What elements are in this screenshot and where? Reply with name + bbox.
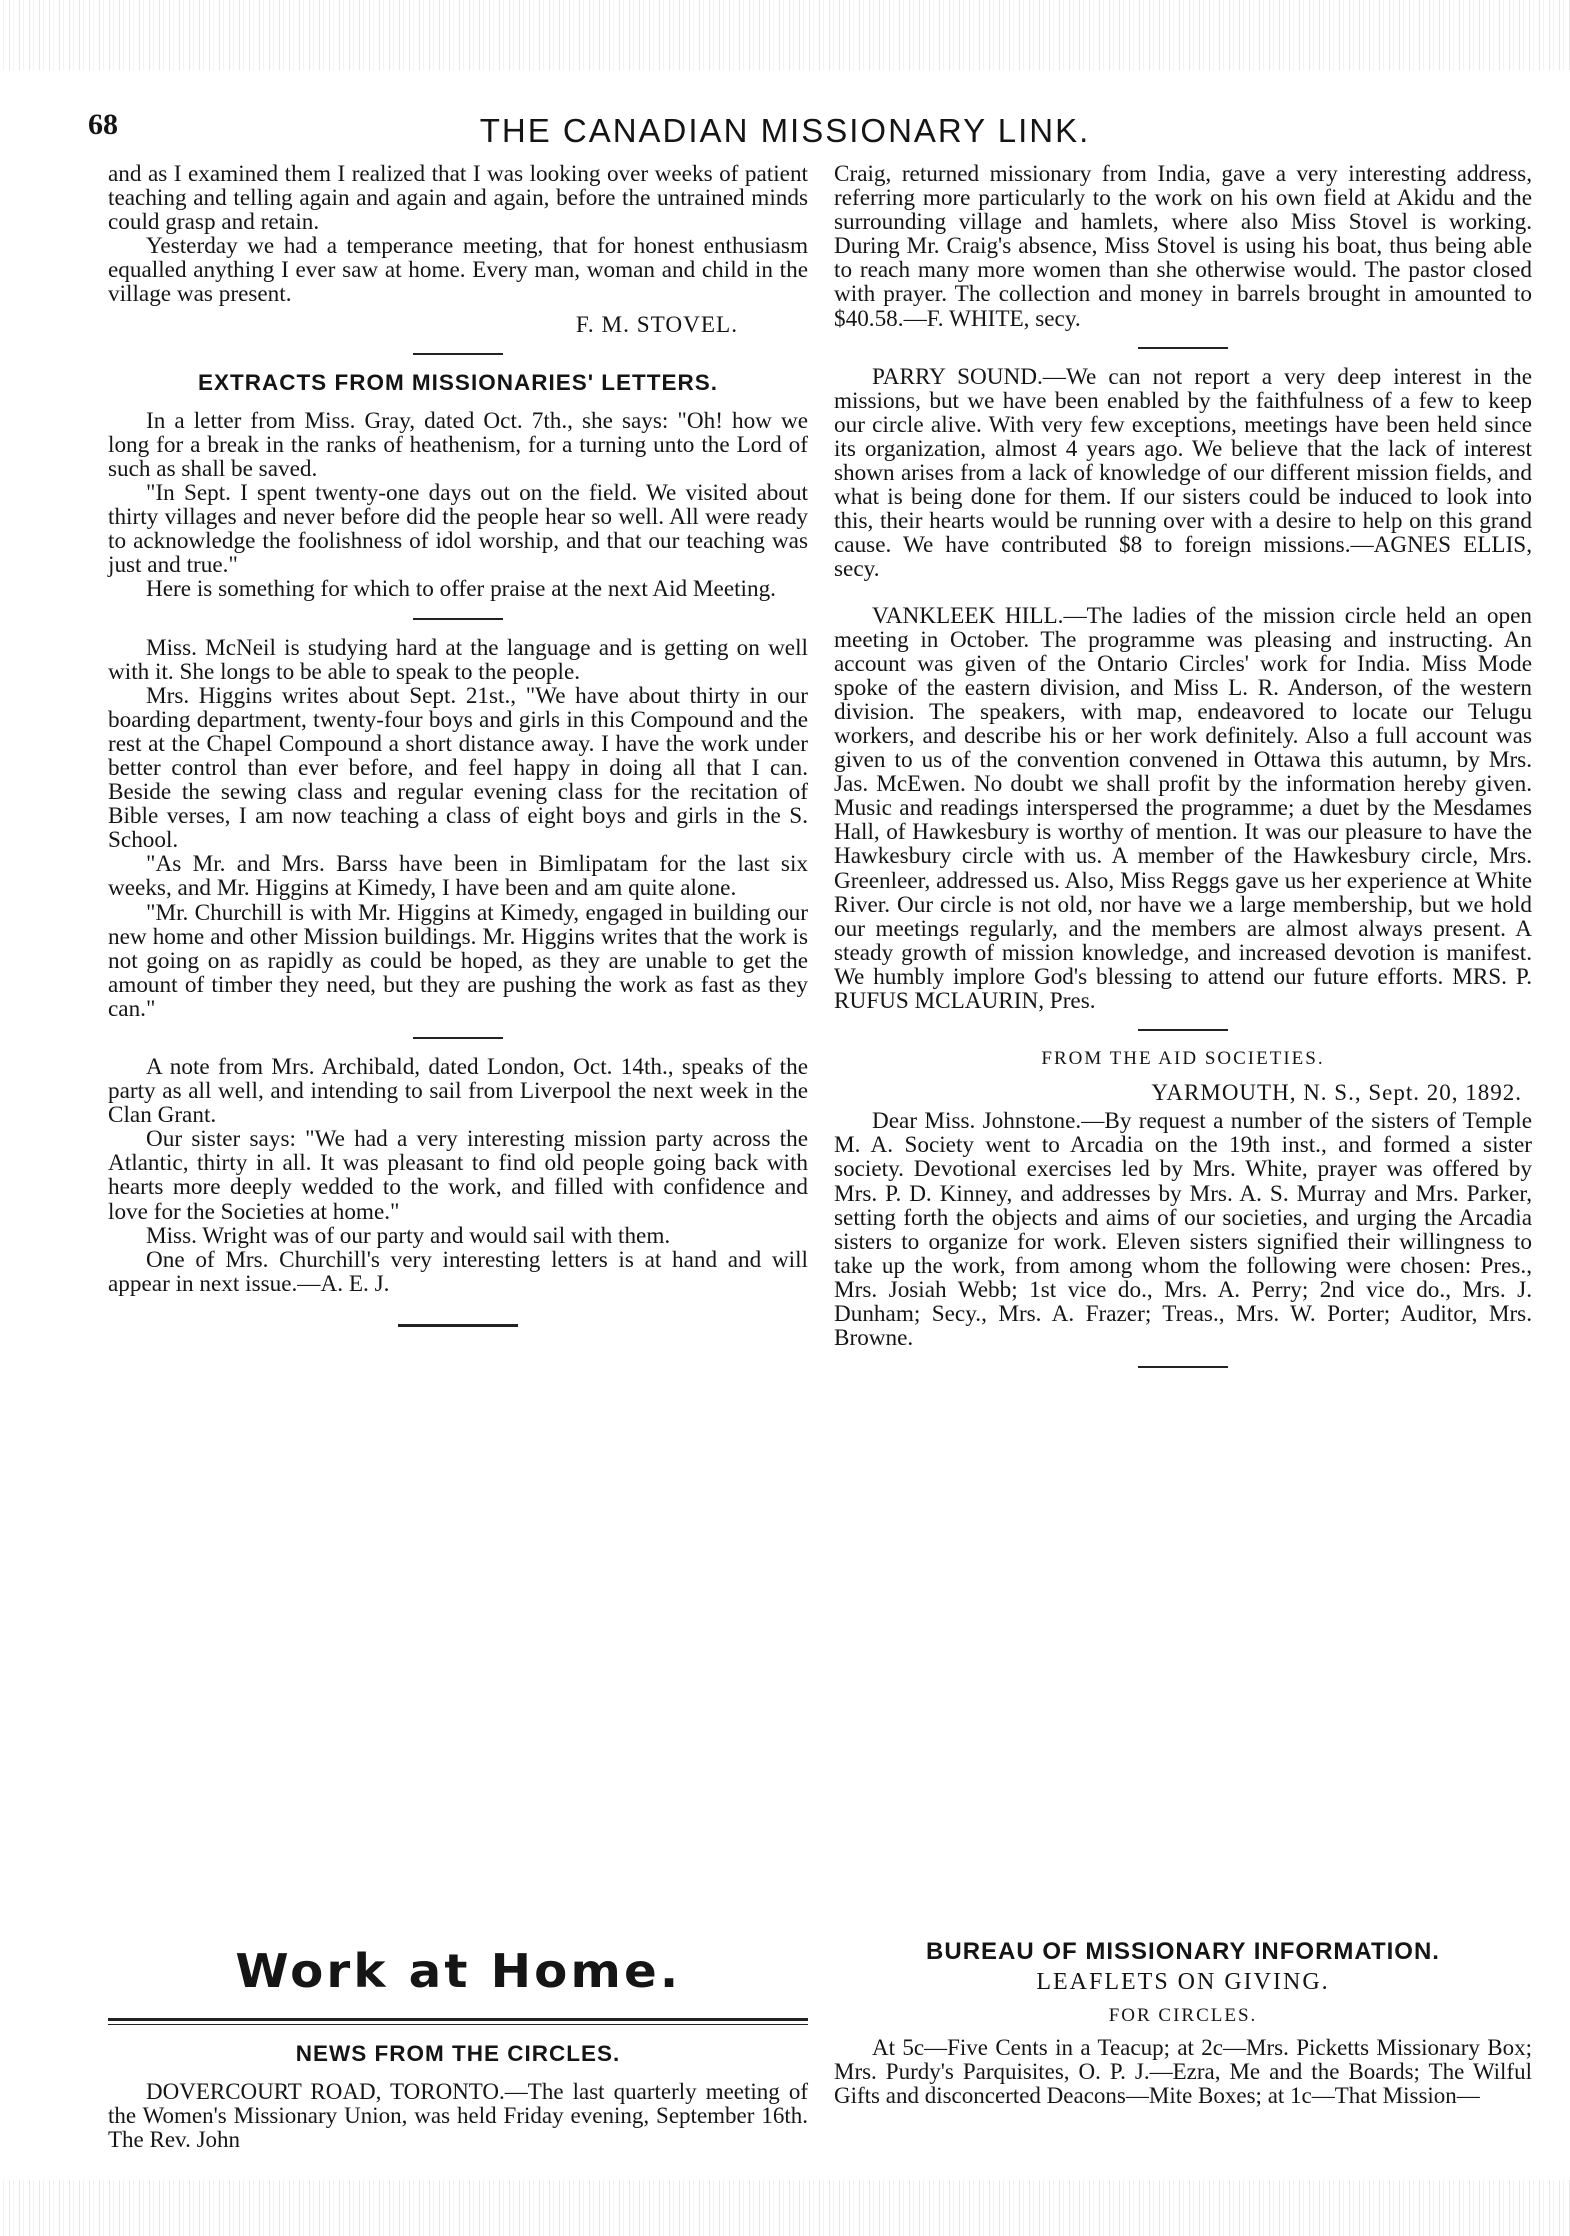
masthead-title: THE CANADIAN MISSIONARY LINK. bbox=[479, 112, 1091, 149]
paragraph: VANKLEEK HILL.—The ladies of the mission circle held an open meeting in October. The programme was pleasing and instructing. An account was given of the Ontario Circles' work for India. Miss Mode spoke of the eastern division, and Miss L. R. Anderson, of the western division. The speakers, with map, endeavored to locate our Telugu workers, and describe his or her work definitely. Also a full account was given to us of the convention convened in Ottawa this autumn, by Mrs. Jas. McEwen. No doubt we shall profit by the information hereby given. Music and readings interspersed the programme; a duet by the Mesdames Hall, of Hawkesbury is worthy of mention. It was our pleasure to have the Hawkesbury circle with us. A member of the Hawkesbury circle, Mrs. Greenleer, addressed us. Also, Miss Reggs gave us her experience at White River. Our circle is not old, nor have we a large membership, but we hold our meetings regularly, and the members are almost always present. A steady growth of mission knowledge, and increased devotion is manifest. We humbly implore God's blessing to attend our future efforts. MRS. P. RUFUS MCLAURIN, Pres. bbox=[834, 602, 1532, 1014]
paragraph: In a letter from Miss. Gray, dated Oct. 7th., she says: "Oh! how we long for a break in the ranks of heathenism, for a turning unto the Lord of such as shall be saved. bbox=[108, 407, 808, 482]
paragraph: Miss. McNeil is studying hard at the language and is getting on well with it. She longs to be able to speak to the people. bbox=[108, 634, 808, 685]
paragraph: Our sister says: "We had a very interesting mission party across the Atlantic, thirty in all. It was pleasant to find old people going back with hearts more deeply wedded to the work, and filled with confidence and love for the Societies at home." bbox=[108, 1126, 808, 1225]
leaflets-heading: LEAFLETS ON GIVING. bbox=[1036, 1969, 1330, 1995]
paragraph: "Mr. Churchill is with Mr. Higgins at Kimedy, engaged in building our new home and other Mission buildings. Mr. Higgins writes that the work is not going on as rapidly as could be hoped, as they are unable to get the amount of timber they need, but they are pushing the work as fast as they can." bbox=[108, 899, 808, 1022]
spacer bbox=[834, 582, 1532, 604]
divider bbox=[398, 1324, 518, 1327]
divider bbox=[413, 618, 503, 620]
paragraph: DOVERCOURT ROAD, TORONTO.—The last quarterly meeting of the Women's Missionary Union, was held Friday evening, September 16th. The Rev. John bbox=[108, 2079, 808, 2152]
section-heading-extracts: EXTRACTS FROM MISSIONARIES' LETTERS. bbox=[197, 369, 719, 395]
divider bbox=[1138, 1029, 1228, 1031]
paragraph: "As Mr. and Mrs. Barss have been in Bimlipatam for the last six weeks, and Mr. Higgins at Kimedy, I have been and am quite alone. bbox=[108, 851, 808, 902]
top-print-noise bbox=[0, 0, 1570, 70]
bottom-print-noise bbox=[0, 2180, 1570, 2236]
paragraph: Here is something for which to offer praise at the next Aid Meeting. bbox=[146, 576, 776, 603]
paragraph: and as I examined them I realized that I was looking over weeks of patient teaching and telling again and again and again, before the untrained minds could grasp and retain. bbox=[108, 161, 808, 236]
section-heading-aid: FROM THE AID SOCIETIES. bbox=[1041, 1048, 1325, 1070]
banner-rule bbox=[108, 2018, 808, 2021]
section-heading-bureau: BUREAU OF MISSIONARY INFORMATION. bbox=[926, 1938, 1440, 1965]
paragraph: "In Sept. I spent twenty-one days out on the field. We visited about thirty villages and never before did the people hear so well. All were ready to acknowledge the foolishness of idol worship, and that our teaching was just and true." bbox=[108, 480, 808, 579]
right-column bbox=[834, 162, 1532, 1384]
paragraph: Miss. Wright was of our party and would sail with them. bbox=[146, 1222, 671, 1249]
paragraph: PARRY SOUND.—We can not report a very deep interest in the missions, but we have been enabled by the faithfulness of a few to keep our circle alive. With very few exceptions, meetings have been held since its organization, almost 4 years ago. We believe that the lack of interest shown arises from a lack of knowledge of our different mission fields, and what is being done for them. If our sisters could be induced to look into this, their hearts would be running over with a desire to help on this grand cause. We have contributed $8 to foreign missions.—AGNES ELLIS, secy. bbox=[834, 363, 1532, 583]
work-at-home-title: Work at Home. bbox=[235, 1944, 681, 1998]
divider bbox=[413, 353, 503, 355]
section-heading-news: NEWS FROM THE CIRCLES. bbox=[295, 2041, 621, 2066]
paragraph: Mrs. Higgins writes about Sept. 21st., "We have about thirty in our boarding department, twenty-four boys and girls in this Compound and the rest at the Chapel Compound a short distance away. I have the work under better control than ever before, and feel happy in doing all that I can. Beside the sewing class and regular evening class for the recitation of Bible verses, I am now teaching a class of eight boys and girls in the S. School. bbox=[108, 682, 808, 854]
divider bbox=[1138, 1366, 1228, 1368]
page-number: 68 bbox=[88, 108, 118, 141]
news-from-circles bbox=[108, 2034, 808, 2152]
page-header bbox=[0, 108, 1570, 158]
paragraph: A note from Mrs. Archibald, dated London, Oct. 14th., speaks of the party as all well, and intending to sail from Liverpool the next week in the Clan Grant. bbox=[108, 1054, 808, 1129]
paragraph: Yesterday we had a temperance meeting, that for honest enthusiasm equalled anything I ever saw at home. Every man, woman and child in the village was present. bbox=[108, 233, 808, 308]
bureau-section bbox=[834, 1940, 1532, 2108]
section-banner bbox=[108, 1944, 808, 2014]
for-circles-heading: FOR CIRCLES. bbox=[1108, 2005, 1258, 2026]
dateline: YARMOUTH, N. S., Sept. 20, 1892. bbox=[1151, 1080, 1522, 1106]
left-column bbox=[108, 162, 808, 1347]
paragraph: One of Mrs. Churchill's very interesting letters is at hand and will appear in next issue.—A. E. J. bbox=[108, 1246, 808, 1297]
divider bbox=[1138, 347, 1228, 349]
paragraph: At 5c—Five Cents in a Teacup; at 2c—Mrs. Picketts Missionary Box; Mrs. Purdy's Parquisites, O. P. J.—Ezra, Me and the Boards; The Wilful Gifts and disconcerted Deacons—Mite Boxes; at 1c—That Mission— bbox=[834, 2035, 1532, 2108]
paragraph: Craig, returned missionary from India, gave a very interesting address, referring more particularly to the work on his own field at Akidu and the surrounding village and hamlets, where also Miss Stovel is working. During Mr. Craig's absence, Miss Stovel is using his boat, thus being able to reach many more women than she otherwise would. The pastor closed with prayer. The collection and money in barrels brought in amounted to $40.58.—F. WHITE, secy. bbox=[834, 161, 1532, 332]
paragraph: Dear Miss. Johnstone.—By request a number of the sisters of Temple M. A. Society went to Arcadia on the 19th inst., and formed a sister society. Devotional exercises led by Mrs. White, prayer was offered by Mrs. P. D. Kinney, and addresses by Mrs. A. S. Murray and Mrs. Parker, setting forth the objects and aims of our societies, and urging the Arcadia sisters to organize for work. Eleven sisters signified their willingness to take up the work, from among whom the following were chosen: Pres., Mrs. Josiah Webb; 1st vice do., Mrs. A. Perry; 2nd vice do., Mrs. J. Dunham; Secy., Mrs. A. Frazer; Treas., Mrs. W. Porter; Auditor, Mrs. Browne. bbox=[834, 1108, 1532, 1352]
banner-rule-thin bbox=[108, 2024, 808, 2025]
signature: F. M. STOVEL. bbox=[575, 311, 738, 338]
divider bbox=[413, 1037, 503, 1039]
